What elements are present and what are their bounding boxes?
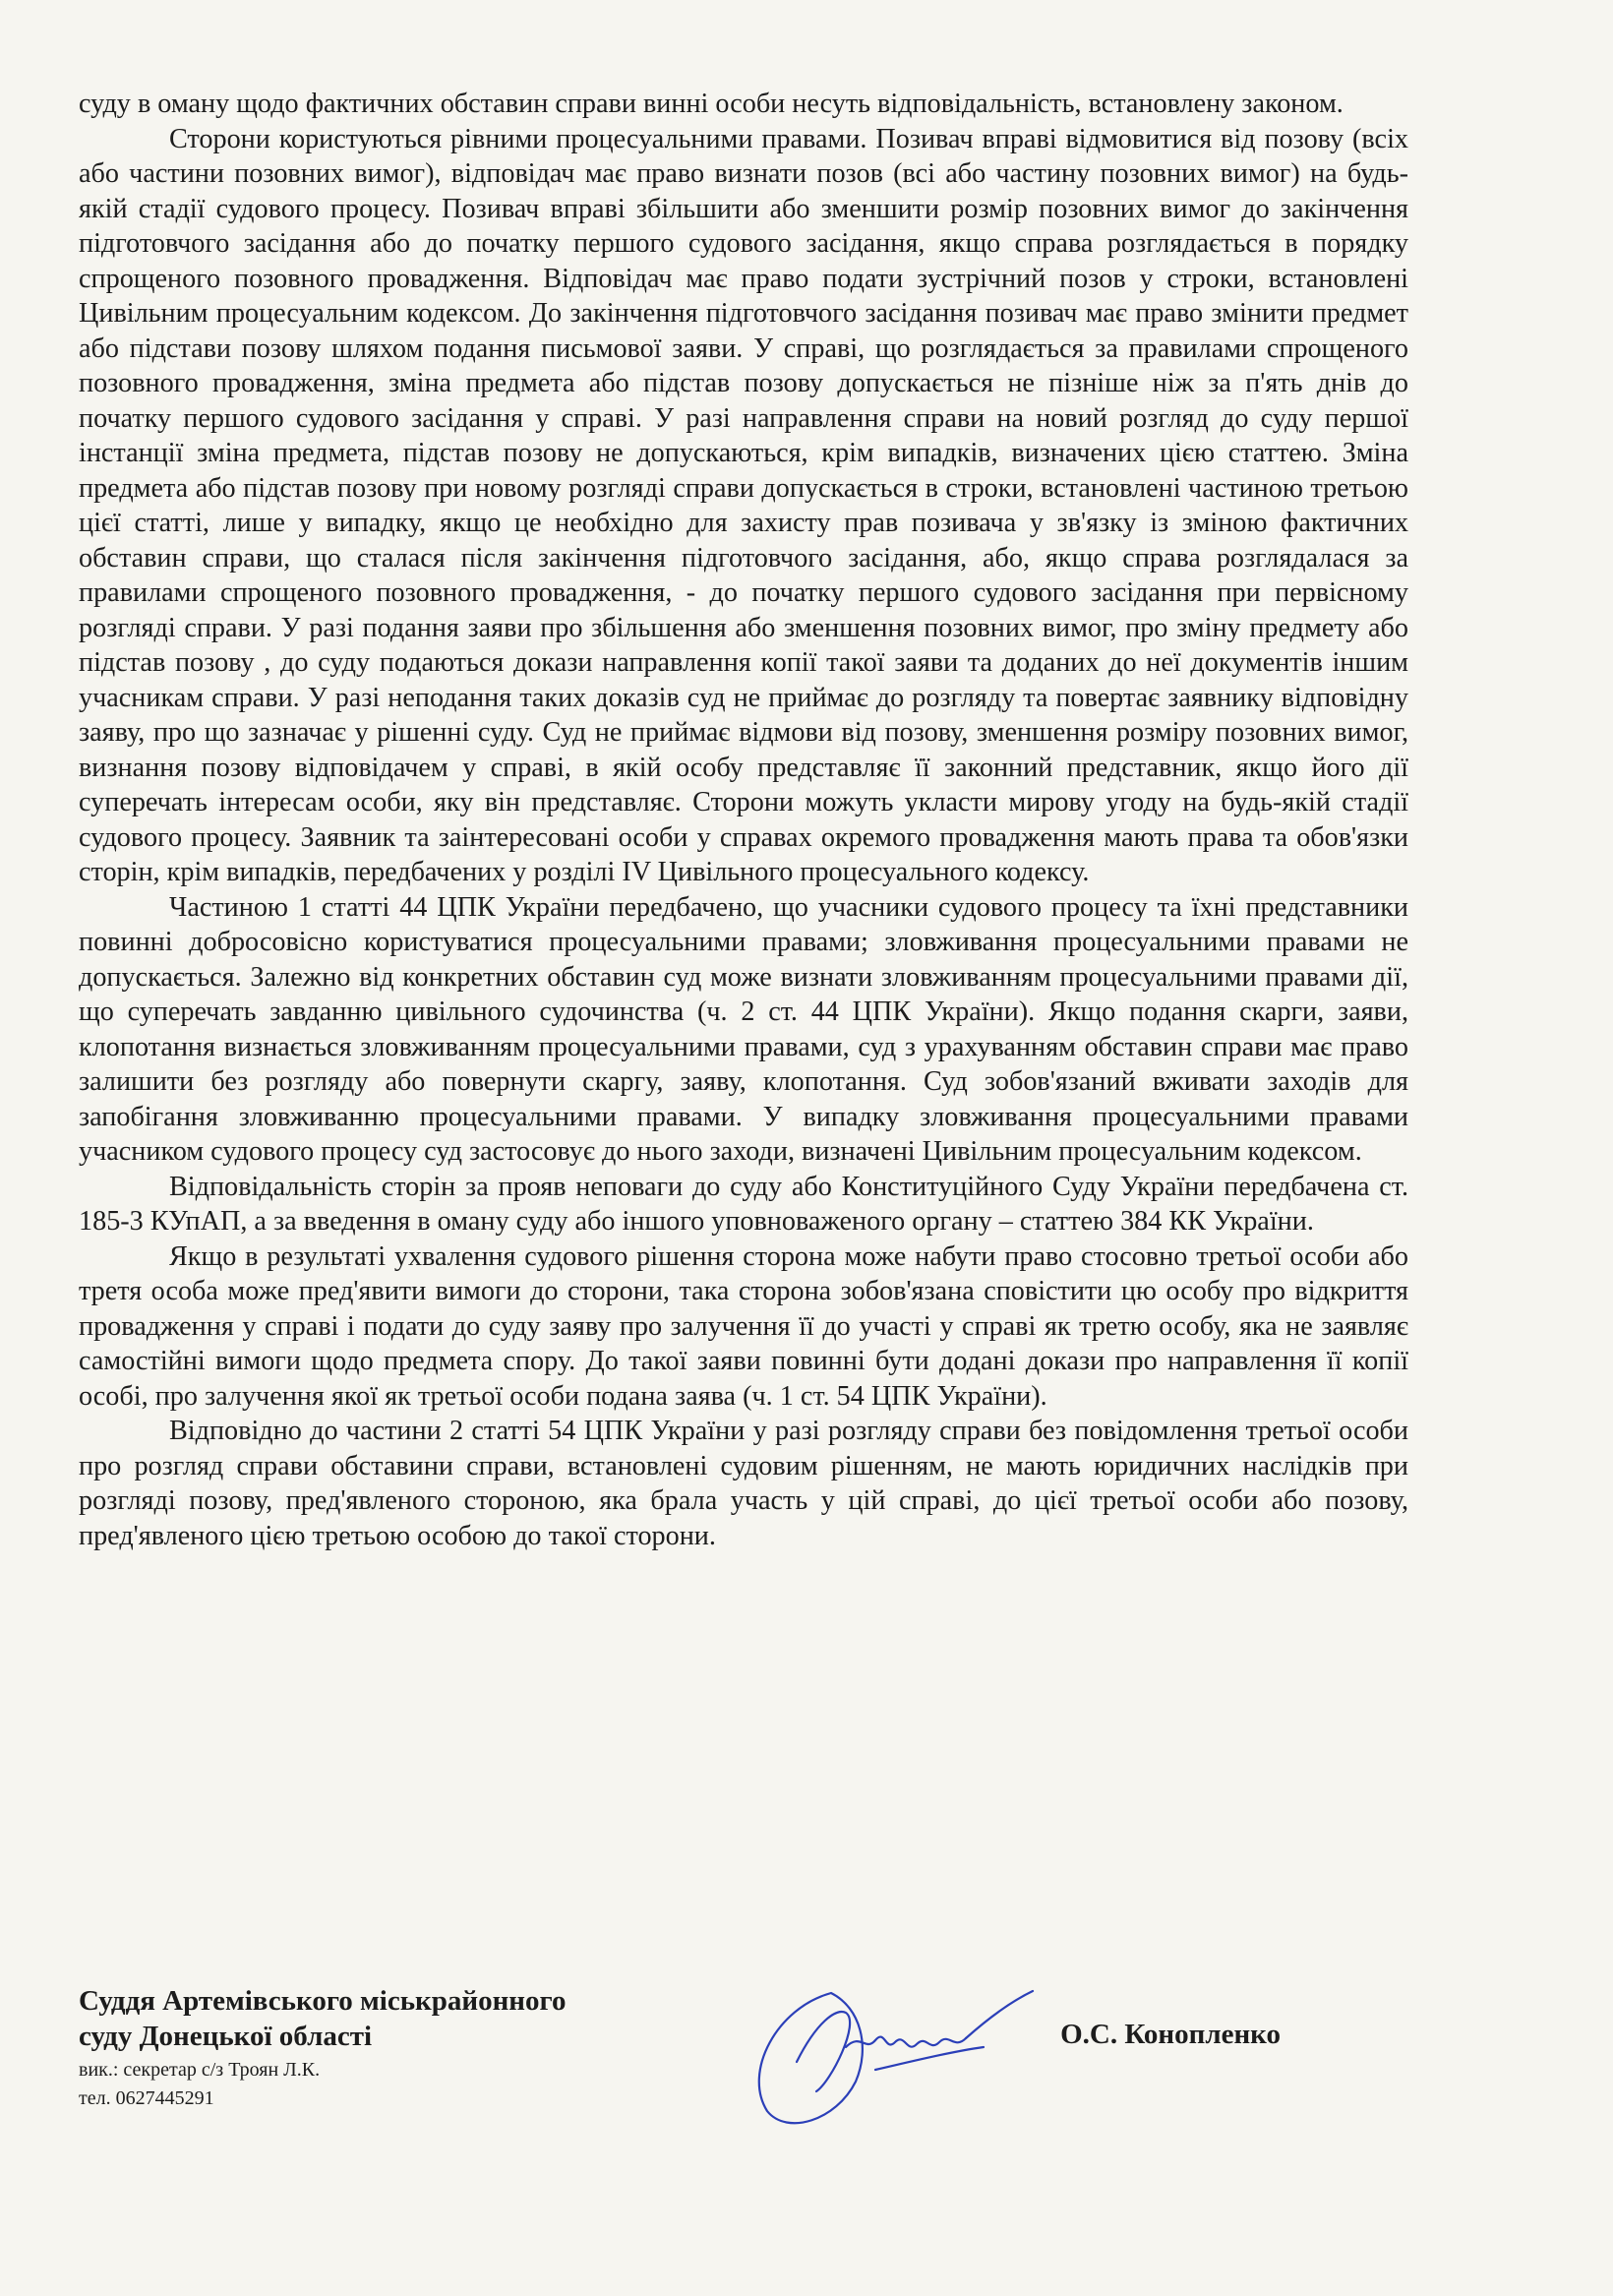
signature-block xyxy=(79,1983,1408,2180)
paragraph-liability: Відповідальність сторін за прояв неповаги до суду або Конституційного Суду України передбачена ст. 185-3 КУпАП, а за введення в оману суду або іншого уповноваженого органу – статтею 384 КК України. xyxy=(79,1171,1408,1237)
judge-title-line2: суду Донецької області xyxy=(79,2021,373,2052)
executor-line: вик.: секретар с/з Троян Л.К. xyxy=(79,2059,321,2081)
paragraph-continuation: суду в оману щодо фактичних обставин справи винні особи несуть відповідальність, встановлену законом. xyxy=(79,89,1344,119)
judge-name: О.С. Конопленко xyxy=(1060,2019,1281,2050)
paragraph-party-rights: Сторони користуються рівними процесуальними правами. Позивач вправі відмовитися від позову (всіх або частини позовних вимог), відповідач має право визнати позов (всі або частину позовних вимог) на будь-якій стадії судового процесу. Позивач вправі збільшити або зменшити розмір позовних вимог до закінчення підготовчого засідання або до початку першого судового засідання, якщо справа розглядається в порядку спрощеного позовного провадження. Відповідач має право подати зустрічний позов у строки, встановлені Цивільним процесуальним кодексом. До закінчення підготовчого засідання позивач має право змінити предмет або підстави позову шляхом подання письмової заяви. У справі, що розглядається за правилами спрощеного позовного провадження, зміна предмета або підстав позову допускається не пізніше ніж за п'ять днів до початку першого судового засідання у справі. У разі направлення справи на новий розгляд до суду першої інстанції зміна предмета, підстав позову не допускаються, крім випадків, визначених цією статтею. Зміна предмета або підстав позову при новому розгляді справи допускається в строки, встановлені частиною третьою цієї статті, лише у випадку, якщо це необхідно для захисту прав позивача у зв'язку із зміною фактичних обставин справи, що сталася після закінчення підготовчого засідання, або, якщо справа розглядалася за правилами спрощеного позовного провадження, - до початку першого судового засідання при первісному розгляді справи. У разі подання заяви про збільшення або зменшення позовних вимог, про зміну предмету або підстав позову , до суду подаються докази направлення копії такої заяви та доданих до неї документів іншим учасникам справи. У разі неподання таких доказів суд не приймає до розгляду та повертає заявнику відповідну заяву, про що зазначає у рішенні суду. Суд не приймає відмови від позову, зменшення розміру позовних вимог, визнання позову відповідачем у справі, в якій особу представляє її законний представник, якщо його дії суперечать інтересам особи, яку він представляє. Сторони можуть укласти мирову угоду на будь-якій стадії судового процесу. Заявник та заінтересовані особи у справах окремого провадження мають права та обов'язки сторін, крім випадків, передбачених у розділі IV Цивільного процесуального кодексу. xyxy=(79,123,1408,887)
judge-title-line1: Суддя Артемівського міськрайонного xyxy=(79,1985,567,2017)
phone-line: тел. 0627445291 xyxy=(79,2087,214,2109)
handwritten-signature-icon xyxy=(738,1954,1062,2141)
paragraph-third-party-notice: Якщо в результаті ухвалення судового рішення сторона може набути право стосовно третьої особи або третя особа може пред'явити вимоги до сторони, така сторона зобов'язана сповістити цю особу про відкриття провадження у справі і подати до суду заяву про залучення її до участі у справі як третю особу, яка не заявляє самостійні вимоги щодо предмета спору. До такої заяви повинні бути додані докази про направлення її копії особі, про залучення якої як третьої особи подана заява (ч. 1 ст. 54 ЦПК України). xyxy=(79,1240,1408,1412)
paragraph-abuse-of-rights: Частиною 1 статті 44 ЦПК України передбачено, що учасники судового процесу та їхні представники повинні добросовісно користуватися процесуальними правами; зловживання процесуальними правами не допускається. Залежно від конкретних обставин суд може визнати зловживанням процесуальними правами дії, що суперечать завданню цивільного судочинства (ч. 2 ст. 44 ЦПК України). Якщо подання скарги, заяви, клопотання визнається зловживанням процесуальними правами, суд з урахуванням обставин справи має право залишити без розгляду або повернути скаргу, заяву, клопотання. Суд зобов'язаний вживати заходів для запобігання зловживанню процесуальними правами. У випадку зловживання процесуальними правами учасником судового процесу суд застосовує до нього заходи, визначені Цивільним процесуальним кодексом. xyxy=(79,891,1408,1167)
paragraph-third-party-consequences: Відповідно до частини 2 статті 54 ЦПК України у разі розгляду справи без повідомлення третьої особи про розгляд справи обставини справи, встановлені судовим рішенням, не мають юридичних наслідків при розгляді позову, пред'явленого стороною, яка брала участь у цій справі, до цієї третьої особи або позову, пред'явленого цією третьою особою до такої сторони. xyxy=(79,1416,1408,1551)
document-body xyxy=(79,87,1408,1553)
